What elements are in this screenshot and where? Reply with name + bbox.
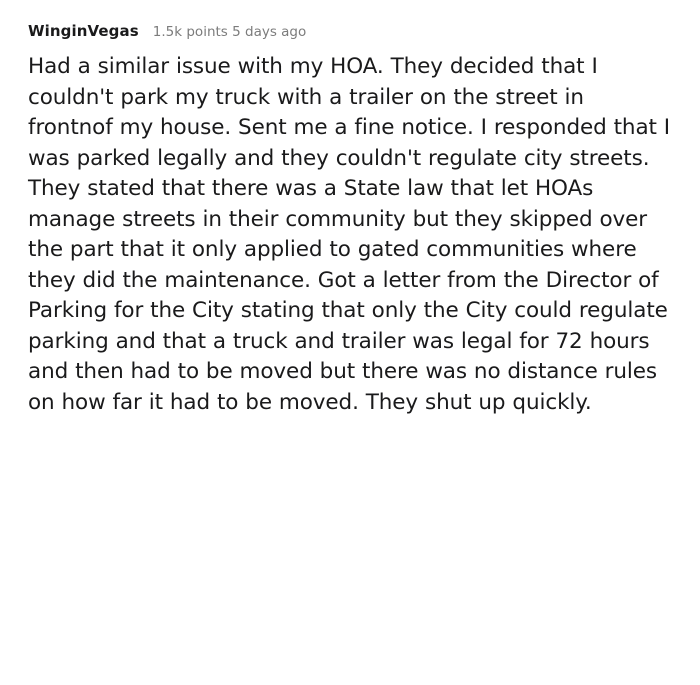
comment-text: Had a similar issue with my HOA. They decided that I couldn't park my truck with a trailer on the street in frontnof my house. Sent me a fine notice. I responded that I was parked legally and they couldn't regulate city streets. They stated that there was a State law that let HOAs manage streets in their community but they skipped over the part that it only applied to gated communities where they did the maintenance. Got a letter from the Director of Parking for the City stating that only the City could regulate parking and that a truck and trailer was legal for 72 hours and then had to be moved but there was no distance rules on how far it had to be moved. They shut up quickly. — [28, 54, 671, 415]
comment-meta: 1.5k points 5 days ago — [152, 24, 307, 40]
comment-body — [28, 52, 674, 418]
comment-author[interactable]: WinginVegas — [28, 22, 139, 40]
comment-header — [28, 22, 674, 40]
